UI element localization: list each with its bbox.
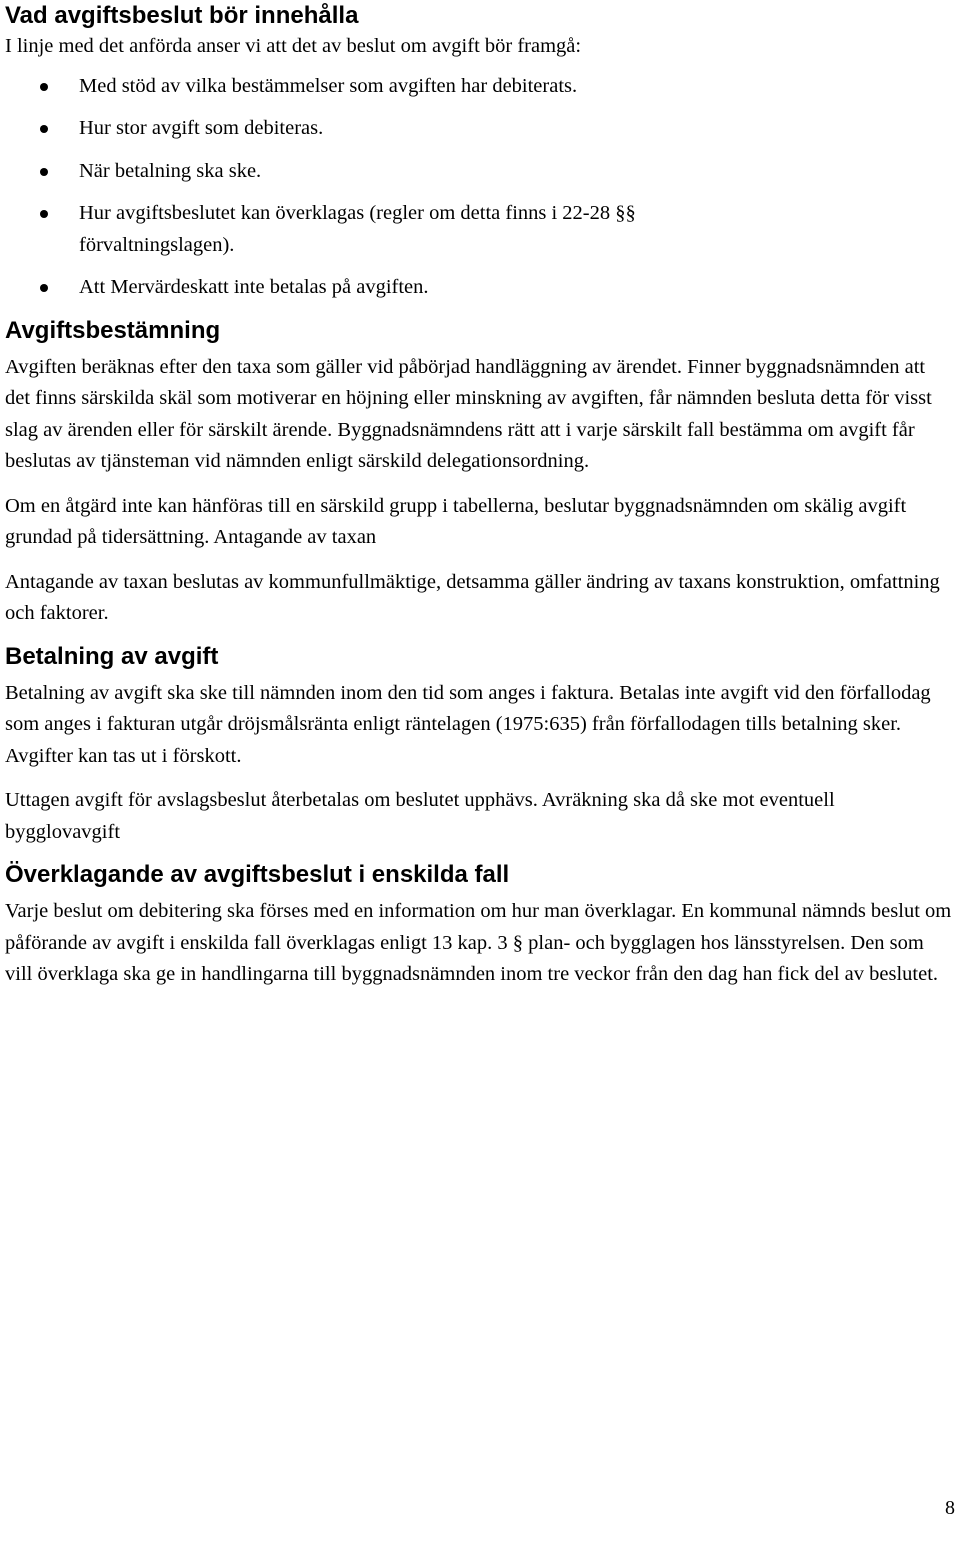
list-item: När betalning ska ske. bbox=[5, 156, 779, 188]
paragraph: Betalning av avgift ska ske till nämnden inom den tid som anges i faktura. Betalas inte avgift vid den förfallodag som anges i fakturan utgår dröjsmålsränta enligt räntelagen (1975:635) från förfallodagen tills betalning sker. Avgifter kan tas ut i förskott. bbox=[5, 681, 931, 767]
bullet-icon bbox=[40, 210, 48, 218]
list-item: Hur avgiftsbeslutet kan överklagas (regler om detta finns i 22-28 §§ förvaltningslagen). bbox=[5, 198, 779, 261]
requirements-list bbox=[5, 71, 953, 304]
bullet-icon bbox=[40, 83, 48, 91]
section-heading-overklagande: Överklagande av avgiftsbeslut i enskilda fall bbox=[5, 861, 510, 888]
list-item: Hur stor avgift som debiteras. bbox=[5, 113, 779, 145]
paragraph: Om en åtgärd inte kan hänföras till en särskild grupp i tabellerna, beslutar byggnadsnämnden om skälig avgift grundad på tidersättning. Antagande av taxan bbox=[5, 494, 907, 548]
list-item: Med stöd av vilka bestämmelser som avgiften har debiterats. bbox=[5, 71, 779, 103]
bullet-icon bbox=[40, 284, 48, 292]
document-page bbox=[5, 0, 953, 991]
section-heading-betalning: Betalning av avgift bbox=[5, 642, 219, 670]
paragraph: Uttagen avgift för avslagsbeslut återbetalas om beslutet upphävs. Avräkning ska då ske mot eventuell bygglovavgift bbox=[5, 789, 835, 843]
paragraph: Avgiften beräknas efter den taxa som gäller vid påbörjad handläggning av ärendet. Finner byggnadsnämnden att det finns särskilda skäl som motiverar en höjning eller minskning av avgiften, får nämnden besluta detta för visst slag av ärenden eller för särskilt ärende. Byggnadsnämndens rätt att i varje särskilt fall bestämma om avgift får beslutas av tjänsteman vid nämnden enligt särskild delegationsordning. bbox=[5, 355, 932, 472]
list-item: Att Mervärdeskatt inte betalas på avgiften. bbox=[5, 272, 779, 304]
bullet-icon bbox=[40, 168, 48, 176]
paragraph: Varje beslut om debitering ska förses med en information om hur man överklagar. En kommunal nämnds beslut om påförande av avgift i enskilda fall överklagas enligt 13 kap. 3 § plan- och bygglagen hos länsstyrelsen. Den som vill överklaga ska ge in handlingarna till byggnadsnämnden inom tre veckor från den dag han fick del av beslutet. bbox=[5, 900, 952, 985]
intro-paragraph: I linje med det anförda anser vi att det av beslut om avgift bör framgå: bbox=[5, 35, 582, 57]
section-heading-avgiftsbeslut: Vad avgiftsbeslut bör innehålla bbox=[5, 2, 359, 29]
paragraph: Antagande av taxan beslutas av kommunfullmäktige, detsamma gäller ändring av taxans konstruktion, omfattning och faktorer. bbox=[5, 570, 940, 624]
bullet-icon bbox=[40, 125, 48, 133]
page-number: 8 bbox=[945, 1497, 955, 1519]
section-heading-avgiftsbestamning: Avgiftsbestämning bbox=[5, 316, 221, 344]
